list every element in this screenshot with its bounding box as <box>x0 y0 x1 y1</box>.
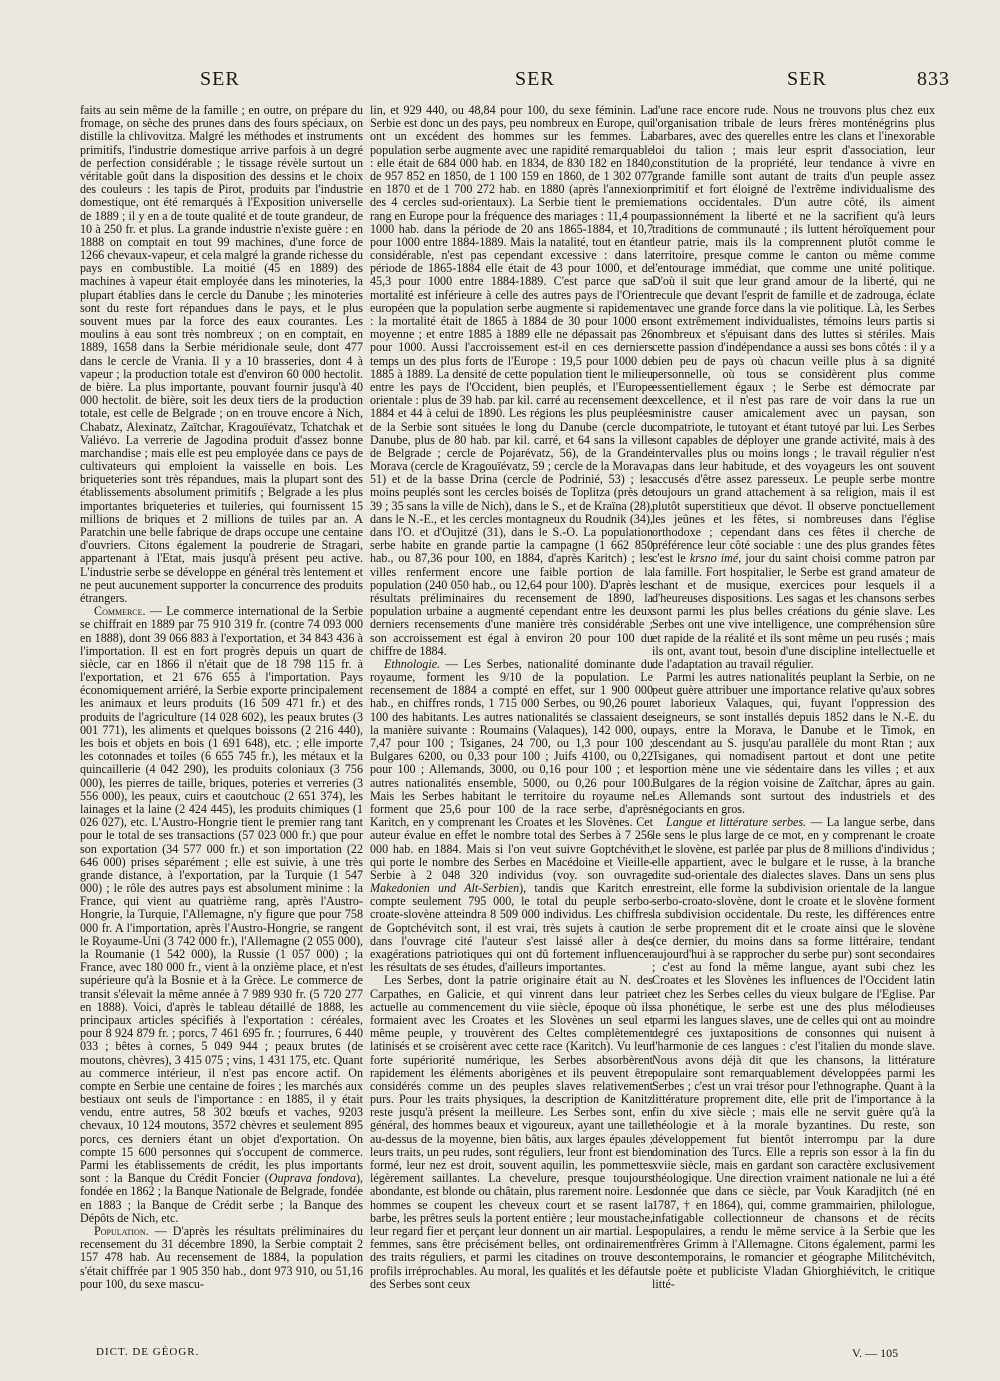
running-header <box>0 68 1000 102</box>
commerce-text: — Le commerce international de la Serbie se chiffrait en 1889 par 75 910 319 fr. (contre 74 093 000 en 1888), dont 39 066 883 à l'exportation, et 34 843 436 à l'importation. Il est en fort progrès depuis un quart de siècle, car en 1866 il n'était que de 18 798 115 fr. à l'exportation, et 21 676 655 à l'importation. Pays économiquement arriéré, la Serbie exporte principalement les animaux et leurs produits (16 509 471 fr.) et des produits de l'agriculture (14 028 602), les peaux brutes (3 001 771), les aliments et quelques boissons (2 216 440), les bois et objets en bois (1 691 648), etc. ; elle importe les cotonnades et toiles (6 655 745 fr.), les métaux et la quincaillerie (4 042 290), les produits coloniaux (3 756 000), les pierres de taille, briques, poteries et verreries (3 556 000), les peaux, cuirs et caoutchouc (2 651 374), les lainages et la laine (2 424 445), les produits chimiques (1 026 027), etc. L'Austro-Hongrie tient le premier rang tant pour le total de ses transactions (57 023 000 fr.) que pour son exportation (34 577 000 fr.) et son importation (22 646 000) prises séparément ; elle est suivie, à une très grande distance, à l'exportation, par la Turquie (1 547 000) ; le rôle des autres pays est absolument minime : la France, qui vient au quatrième rang, après l'Austro-Hongrie, la Turquie, l'Allemagne, n'y figure que pour 758 000 fr. A l'importation, après l'Austro-Hongrie, se rangent le Royaume-Uni (3 742 000 fr.), l'Allemagne (2 055 000), la Roumanie (1 542 000), la Russie (1 057 000) ; la France, avec 180 000 fr., vient à la onzième place, et n'est supérieure qu'à la Bosnie et à la Grèce. Le commerce de transit s'élevait la même année à 7 989 930 fr. (5 720 277 en 1888). Voici, d'après le tableau détaillé de 1888, les principaux articles spécifiés à l'exportation : céréales, pour 8 924 879 fr. ; porcs, 7 461 695 fr. ; fourrures, 6 440 033 ; bêtes à cornes, 5 049 944 ; peaux brutes (de moutons, chèvres), 3 415 075 ; vins, 1 431 175, etc. Quant au commerce intérieur, il n'est pas encore actif. On compte en Serbie une centaine de foires ; les marchés aux bestiaux ont seuls de l'importance : en 1885, il y était vendu, entre autres, 58 302 bœufs et vaches, 9203 chevaux, 10 124 moutons, 3572 chèvres et seulement 895 porcs, ces derniers étant un objet d'exportation. On compte 15 600 personnes qui s'occupent de commerce. Parmi les établissements de crédit, les plus importants sont : la Banque du Crédit Foncier ( <box>80 604 363 1186</box>
population-heading: Population. <box>94 1223 149 1238</box>
ethnology-paragraph <box>370 658 653 975</box>
demography-paragraph: lin, et 929 440, ou 48,84 pour 100, du sexe féminin. La Serbie est donc un des pays, peu nombreux en Europe, qui ont un excédent des hommes sur les femmes. La population serbe augmente avec une rapidité remarquable : elle était de 684 000 hab. en 1834, de 830 182 en 1840, de 957 852 en 1850, de 1 100 159 en 1860, de 1 302 077 en 1870 et de 1 700 272 hab. en 1880 (après l'annexion des 4 cercles sud-orientaux). La Serbie tient le premier rang en Europe pour la fréquence des mariages : 11,4 pour 1000 hab. dans la période de 20 ans 1865-1884, et 10,7 pour 1000 entre 1884-1889. Mais la natalité, tout en étant considérable, n'est pas cependant excessive : dans la période de 1865-1884 elle était de 43 pour 1000, et de 45,3 pour 1000 entre 1884-1889. C'est parce que sa mortalité est inférieure à celle des autres pays de l'Orient européen que la population serbe augmente si rapidement : la mortalité était de 1865 à 1884 de 30 pour 1000 en moyenne ; et entre 1885 à 1889 elle ne dépassait pas 26 pour 1000. Aussi l'accroissement est-il en ces derniers temps un des plus forts de l'Europe : 19,5 pour 1000 de 1885 à 1889. La densité de cette population tient le milieu entre les pays de l'Occident, bien peuplés, et l'Europe orientale : plus de 39 hab. par kil. carré au recensement de 1884 et 44 à celui de 1890. Les régions les plus peuplées de la Serbie sont situées le long du Danube (cercle du Danube, plus de 80 hab. par kil. carré, et 64 sans la ville de Belgrade ; cercle de Pojarévatz, 56), de la Grande Morava (cercle de Kragouïévatz, 59 ; cercle de la Morava, 51) et de la basse Drina (cercle de Podrinié, 53) ; les moins peuplés sont les cercles boisés de Toplitza (près de 39 ; 35 sans la ville de Nich), dans le S., et de Kraïna (28), dans le N.-E., et les cercles montagneux du Roudnik (34), dans l'O. et d'Oujitzé (31), dans le S.-O. La population serbe habite en grande partie la campagne (1 662 850 hab., ou 87,36 pour 100, en 1884, d'après Karitch) ; les villes renferment encore une faible portion de la population (240 050 hab., ou 12,64 pour 100). D'après les résultats préliminaires du recensement de 1890, la population urbaine a augmenté cependant entre les deux derniers recensements d'une manière très considérable ; son accroissement est égal à environ 20 pour 100 du chiffre de 1884. <box>370 104 653 658</box>
character-italic: krsno imé <box>689 551 739 566</box>
page-footer <box>0 1346 1000 1366</box>
header-right: SER <box>787 68 827 90</box>
column-1 <box>80 104 363 1344</box>
ethnology-italic: Makedonien und Alt-Serbien <box>370 881 520 896</box>
character-end: , jour du saint choisi comme patron par la famille. Fort hospitalier, le Serbe est grand amateur de chant et de musique, exercices pour lesquels il a d'heureuses dispositions. Les sagas et les chansons serbes sont parmi les plus belles créations du génie slave. Les Serbes ont une vive intelligence, une compréhension sûre et rapide de la réalité et ils sont même un peu rusés ; mais ils ont, avant tout, besoin d'une discipline intellectuelle et de l'adaptation au travail régulier. <box>652 551 935 671</box>
ethnology-heading: Ethnologie. <box>384 656 441 671</box>
page-number: 833 <box>917 68 950 90</box>
nationalities-paragraph: Parmi les autres nationalités peuplant la Serbie, on ne peut guère attribuer une importance relative qu'aux sobres et laborieux Valaques, qui, fuyant l'oppression des seigneurs, se sont installés depuis 1852 dans le N.-E. du pays, entre la Morava, le Danube et le Timok, en descendant au S. jusqu'au parallèle du mont Rtan ; aux Tsiganes, qui nomadisent partout et dont une petite portion mène une vie sédentaire dans les villes ; et aux Bulgares de la région voisine de Zaïtchar, âpres au gain. Les Allemands sont surtout des industriels et des négociants en gros. <box>652 670 935 816</box>
header-left: SER <box>200 68 240 90</box>
ethnology-end: ), tandis que Karitch en compte seulement 795 000, le total du peuple serbo-croate-slovène atteindra 8 509 000 individus. Les chiffres de Goptchévitch sont, il est vrai, très sujets à caution : dans l'ouvrage cité l'auteur s'est laissé aller à des exagérations patriotiques qui ont dû fortement influencer les résultats de ses études, d'ailleurs importantes. <box>370 881 653 975</box>
ethnology-text: — Les Serbes, nationalité dominante du royaume, forment les 9/10 de la population. Le recensement de 1884 a compté en effet, sur 1 900 000 hab., en chiffres ronds, 1 715 000 Serbes, ou 90,26 pour 100 des habitants. Les autres nationalités se classaient de la manière suivante : Roumains (Valaques), 142 000, ou 7,47 pour 100 ; Tsiganes, 24 700, ou 1,3 pour 100 ; Bulgares 6200, ou 0,33 pour 100 ; Juifs 4100, ou 0,22 pour 100 ; Allemands, 3000, ou 0,16 pour 100 ; et les autres nationalités ensemble, 5000, ou 0,26 pour 100. Mais les Serbes habitant le territoire du royaume ne forment que 25,6 pour 100 de la race serbe, d'après Karitch, en y comprenant les Croates et les Slovènes. Cet auteur évalue en effet le nombre total des Serbes à 7 256 000 hab. en 1884. Mais si l'on veut suivre Goptchévith, qui porte le nombre des Serbes en Macédoine et Vieille-Serbie à 2 048 320 individus (voy. son ouvrage <box>370 656 653 882</box>
footer-right: V. — 105 <box>852 1346 899 1360</box>
character-paragraph <box>652 104 935 671</box>
character-text: d'une race encore rude. Nous ne trouvons plus chez eux l'organisation tribale de leurs frères monténégrins plus barbares, avec des querelles entre les clans et l'inexorable loi du talion ; mais leur esprit d'association, leur constitution de la propriété, leur tendance à vivre en grande famille sont autant de traits d'un peuple assez primitif et fort éloigné de l'extrême individualisme des nations occidentales. D'un autre côté, ils aiment passionnément la liberté et ne la sacrifient qu'à leurs traditions de communauté ; ils luttent héroïquement pour leur patrie, mais ils la comprennent plutôt comme le territoire, presque comme le canton ou même comme l'entourage immédiat, que comme une unité politique. D'où il suit que leur grand amour de la liberté, qui ne recule que devant l'esprit de famille et de zadrouga, éclate avec une grande force dans la vie politique. Là, les Serbes sont extrêmement individualistes, témoins leurs partis si nombreux et s'épuisant dans des luttes si stériles. Mais cette passion d'indépendance a aussi ses bons côtés : il y a bien peu de pays où chacun veille plus à sa dignité personnelle, où tous se considèrent plus comme essentiellement égaux ; le Serbe est démocrate par excellence, et il n'est pas rare de voir dans la rue un ministre causer amicalement avec un paysan, son compatriote, le tutoyant et étant tutoyé par lui. Les Serbes sont capables de déployer une grande activité, mais à des intervalles plus ou moins longs ; le travail régulier n'est pas dans leur habitude, et des voyageurs les ont souvent accusés d'être assez paresseux. Le peuple serbe montre toujours un grand attachement à sa religion, mais il est plutôt superstitieux que dévot. Il observe ponctuellement les jeûnes et les fêtes, si nombreuses dans l'église orthodoxe ; cependant dans ces fêtes il cherche de préférence leur côté sociable : une des plus grandes fêtes c'est le <box>652 104 935 566</box>
population-paragraph <box>80 1225 363 1291</box>
commerce-end: ), fondée en 1862 ; la Banque Nationale de Belgrade, fondée en 1883 ; la Banque de Crédit serbe ; la Banque des Dépôts de Nich, etc. <box>80 1171 363 1225</box>
language-heading: Langue et littérature serbes. <box>666 815 807 830</box>
commerce-paragraph <box>80 605 363 1225</box>
language-text: — La langue serbe, dans le sens le plus large de ce mot, en y comprenant le croate et le slovène, est parlée par plus de 8 millions d'individus ; elle appartient, avec le bulgare et le russe, à la branche dite sud-orientale des dialectes slaves. Dans un sens plus restreint, elle forme la subdivision orientale de la langue serbo-croato-slovène, dont le croate et le slovène forment la subdivision occidentale. Du reste, les différences entre le serbe proprement dit et le croate ainsi que le slovène (ce dernier, du moins dans sa forme littéraire, tendant aujourd'hui à se rapprocher du serbe pur) sont secondaires ; c'est au fond la même langue, ayant subi chez les Croates et les Slovènes les influences de l'Occident latin et chez les Serbes celles du vieux bulgare de l'Eglise. Par sa phonétique, le serbe est une des plus mélodieuses parmi les langues slaves, une de celles qui ont au moindre degré ces juxtapositions de consonnes qui nuisent à l'harmonie de ces langues : c'est l'italien du monde slave. Nous avons déjà dit que les chansons, la littérature populaire sont remarquablement développées parmi les Serbes ; c'est un vrai trésor pour l'ethnographe. Quant à la littérature proprement dite, elle prit de l'importance à la fin du xive siècle ; mais elle ne servit guère qu'à la théologie et à la morale byzantines. Du reste, son développement fut bientôt interrompu par la dure domination des Turcs. Elle a repris son essor à la fin du xviie siècle, mais en gardant son caractère exclusivement théologique. Une direction vraiment nationale ne lui a été donnée que dans ce siècle, par Vouk Karadjitch (né en 1787, † en 1864), qui, comme grammairien, philologue, infatigable collectionneur de chansons et de récits populaires, a rendu le même service à la Serbie que les frères Grimm à l'Allemagne. Citons également, parmi les contemporains, le romancier et géographe Militchévitch, le poète et publiciste Vladan Ghiorghiévitch, le critique litté- <box>652 815 935 1291</box>
industry-paragraph: faits au sein même de la famille ; en outre, on prépare du fromage, on sèche des prunes dans des fours spéciaux, on distille la chlivovitza. Malgré les méthodes et instruments primitifs, l'industrie domestique arrive parfois à un degré de perfection considérable ; le tissage révèle surtout un véritable goût dans la disposition des dessins et le choix des couleurs : les tapis de Pirot, produits par l'industrie domestique, ont été remarqués à l'Exposition universelle de 1889 ; il y en a de toute qualité et de toute grandeur, de 10 à 250 fr. et plus. La grande industrie n'existe guère : en 1888 on comptait en tout 99 machines, d'une force de 1266 chevaux-vapeur, et cela malgré la grande richesse du pays en combustible. La moitié (45 en 1889) des machines à vapeur était employée dans les minoteries, la plupart établies dans le cercle du Danube ; les minoteries sont du reste fort répandues dans le pays, et le plus souvent mues par la force des eaux courantes. Les moulins à eau sont très nombreux ; on en comptait, en 1889, 1658 dans la Serbie méridionale seule, dont 477 dans le cercle de Vrania. Il y a 10 brasseries, dont 4 à vapeur ; la production totale est d'environ 60 000 hectolit. de bière. La plus importante, pouvant fournir jusqu'à 40 000 hectolit. de bière, soit les deux tiers de la production totale, est celle de Belgrade ; on en trouve encore à Nich, Chabatz, Alexinatz, Zaïtchar, Kragouïévatz, Tchatchak et Valiévo. La verrerie de Jagodina produit d'assez bonne marchandise ; mais elle est peu employée dans ce pays de cultivateurs qui emploient la vaisselle en bois. Les briqueteries sont très répandues, mais la plupart sont des établissements absolument primitifs ; Belgrade a les plus importantes briqueteries et tuileries, qui fournissent 15 millions de briques et 2 millions de tuiles par an. A Paratchin une belle fabrique de draps occupe une centaine d'ouvriers. Citons également la poudrerie de Stragari, appartenant à l'Etat, mais jusqu'à présent peu active. L'industrie serbe se développe en général très lentement et ne peut aucunement supporter la concurrence des produits étrangers. <box>80 104 363 605</box>
commerce-italic: Ouprava fondova <box>268 1171 356 1186</box>
language-paragraph <box>652 816 935 1291</box>
column-3 <box>652 104 935 1344</box>
population-text: — D'après les résultats préliminaires du recensement du 31 décembre 1890, la Serbie comptait 2 157 478 hab. Au recensement de 1884, la population s'était chiffrée par 1 905 350 hab., dont 973 910, ou 51,16 pour 100, du sexe mascu- <box>80 1223 363 1291</box>
column-2 <box>370 104 653 1344</box>
header-center: SER <box>515 68 555 90</box>
physical-traits-paragraph: Les Serbes, dont la patrie originaire était au N. des Carpathes, en Galicie, et qui vinrent dans leur patrie actuelle au commencement du viie siècle, époque où ils formaient avec les Croates et les Slovènes un seul et même peuple, y trouvèrent des Celtes complètement latinisés et se croisèrent avec cette race (Karitch). Vu leur forte supériorité numérique, les Serbes absorbèrent rapidement les éléments aborigènes et ils peuvent être considérés comme un des peuples slaves relativement purs. Pour les traits physiques, la description de Kanitz reste jusqu'à présent la meilleure. Les Serbes sont, en général, des hommes beaux et vigoureux, ayant une taille au-dessus de la moyenne, bien bâtis, aux larges épaules ; leurs traits, un peu rudes, sont réguliers, leur front est bien formé, leur nez est droit, souvent aquilin, les pommettes légèrement saillantes. La chevelure, presque toujours abondante, est blonde ou châtain, plus rarement noire. Les hommes se coupent les cheveux court et se rasent la barbe, les prêtres seuls la portent entière ; leur moustache, leur regard fier et perçant leur donnent un air martial. Les femmes, sans être précisément belles, ont ordinairement des traits réguliers, et parmi les citadines on trouve des profils irréprochables. Au moral, les qualités et les défauts des Serbes sont ceux <box>370 973 653 1291</box>
commerce-heading: Commerce. <box>94 604 146 619</box>
footer-left: DICT. DE GÉOGR. <box>96 1346 200 1358</box>
